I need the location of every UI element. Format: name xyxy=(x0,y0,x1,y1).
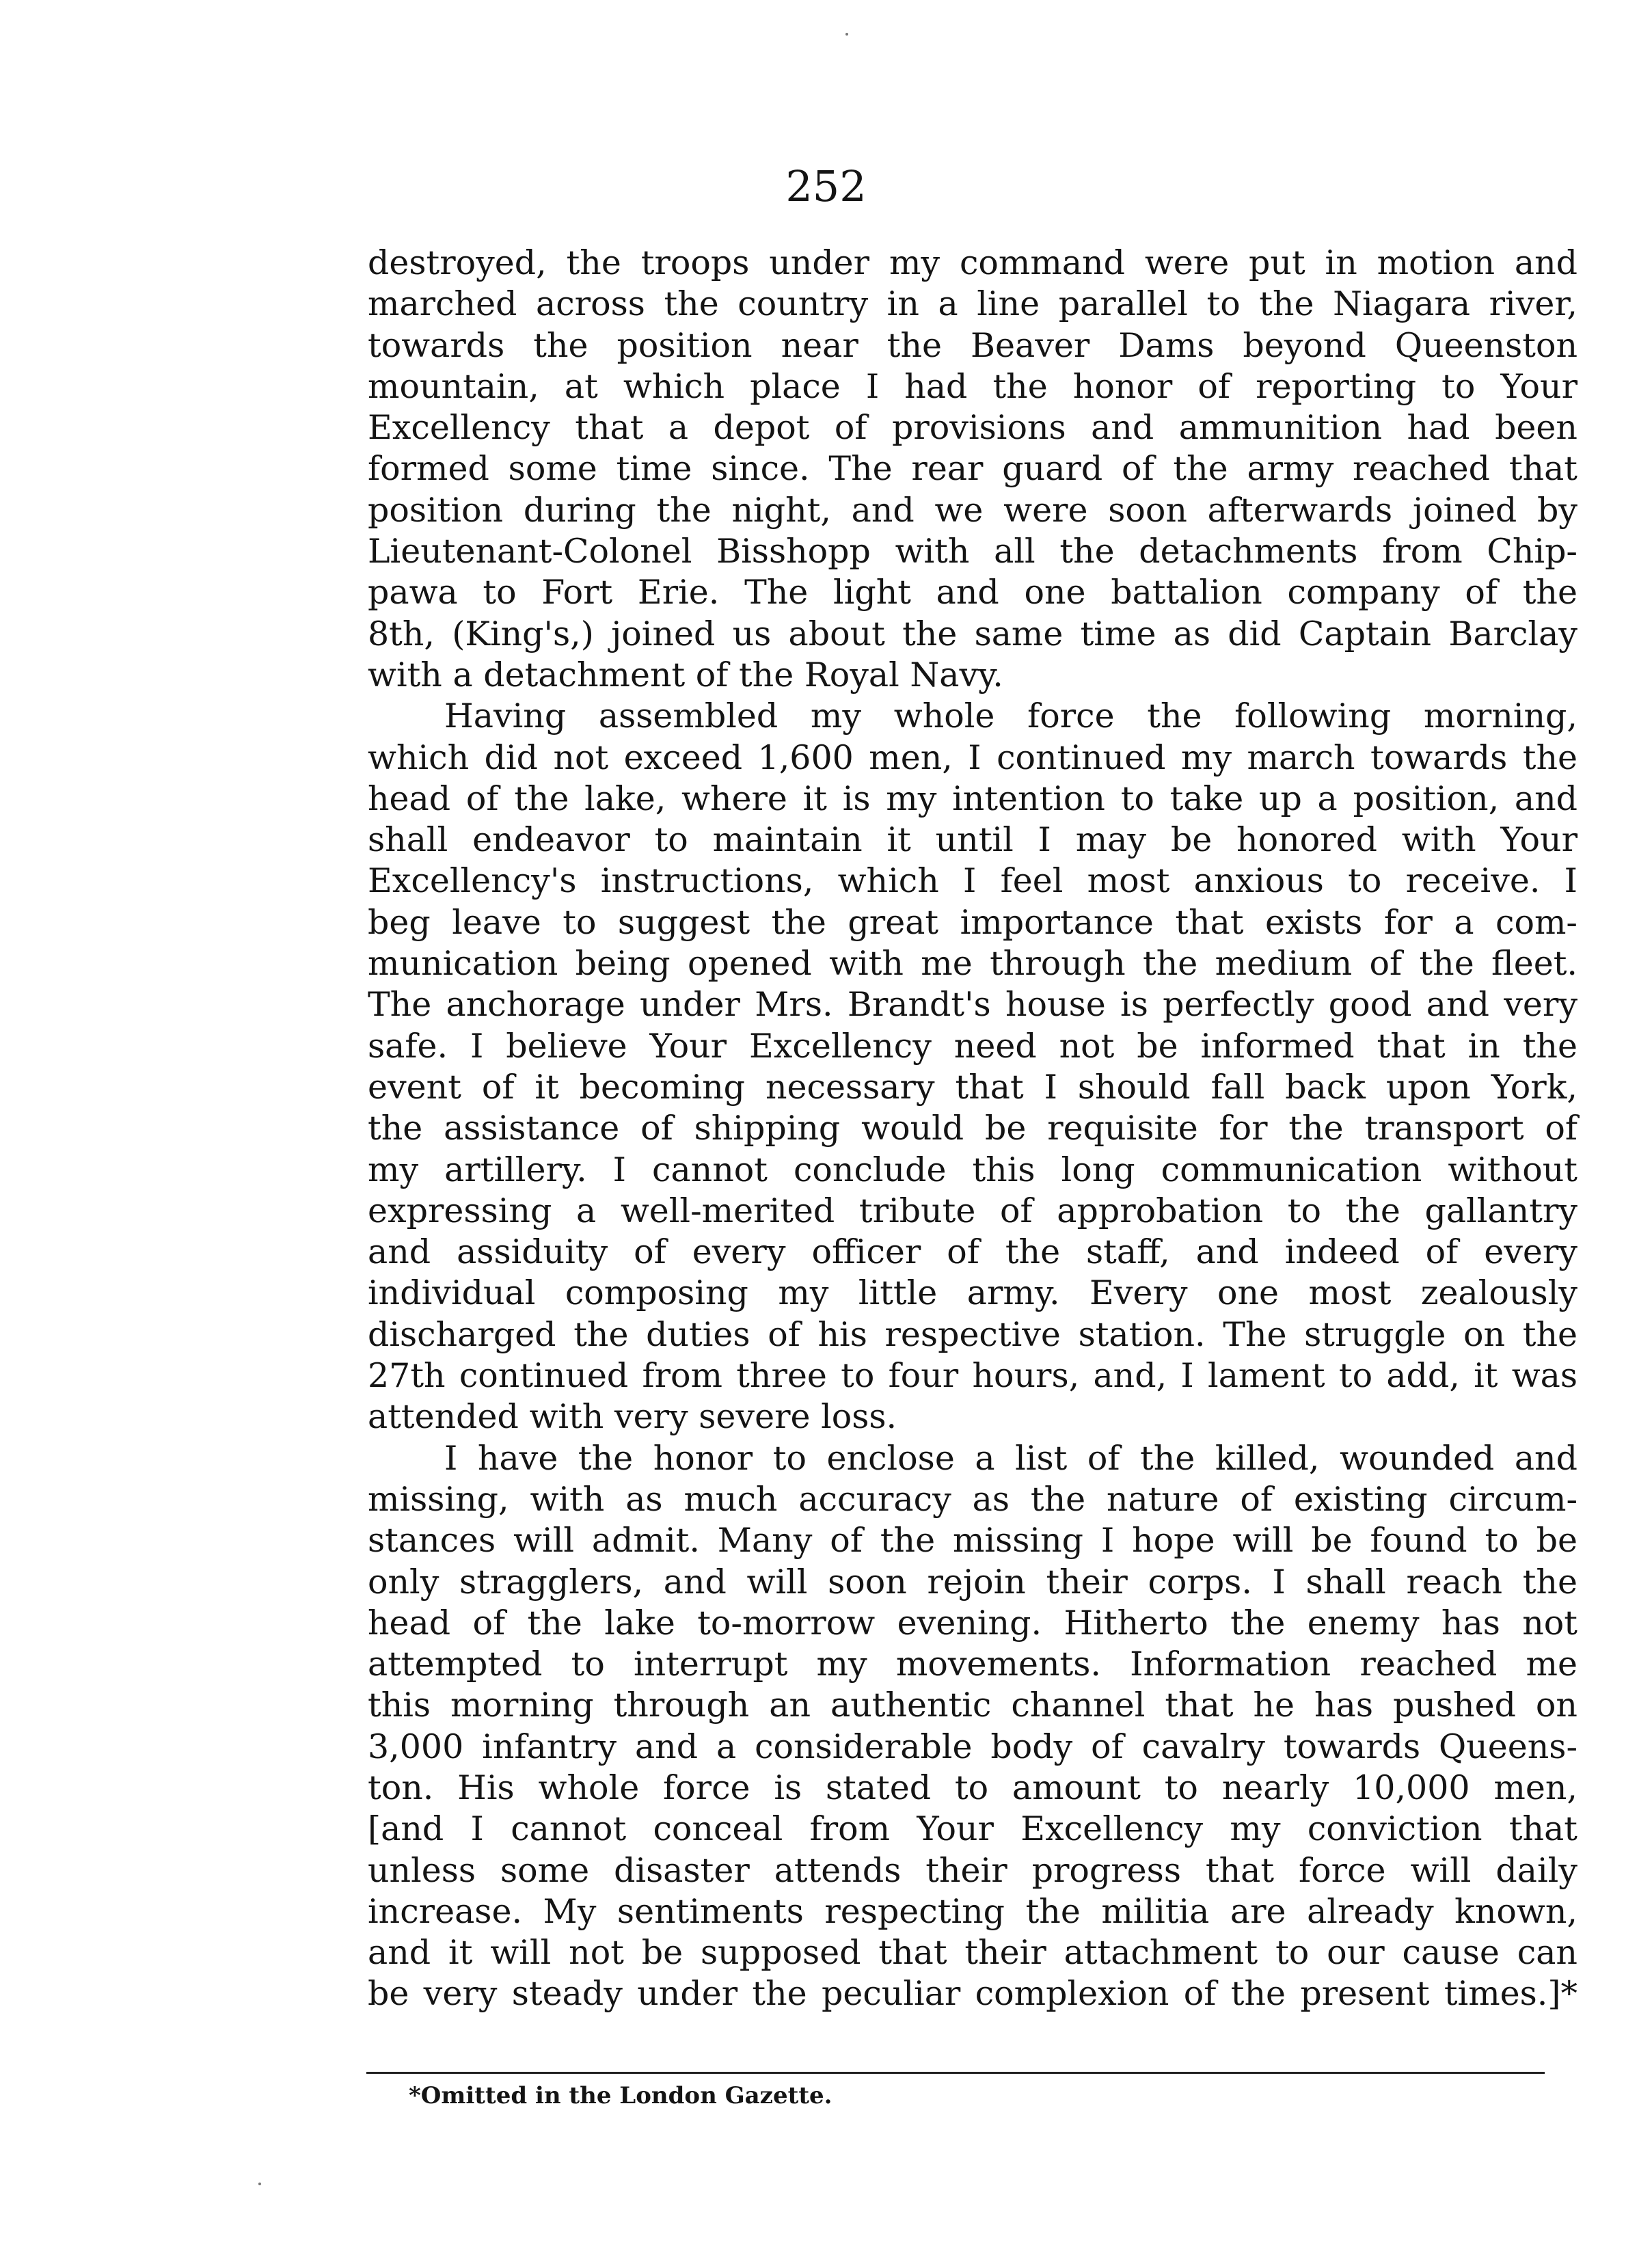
text-line: Excellency's instructions, which I feel most anxious to receive. I xyxy=(368,861,1577,901)
text-line: individual composing my little army. Every one most zealously xyxy=(368,1273,1577,1313)
text-line: which did not exceed 1,600 men, I continued my march towards the xyxy=(368,738,1577,777)
text-line: I have the honor to enclose a list of the killed, wounded and xyxy=(444,1438,1577,1478)
page-number: 252 xyxy=(785,161,867,211)
text-line: safe. I believe Your Excellency need not be informed that in the xyxy=(368,1026,1577,1066)
text-line: Lieutenant-Colonel Bisshopp with all the detachments from Chip- xyxy=(368,532,1577,571)
text-line: with a detachment of the Royal Navy. xyxy=(368,655,1003,694)
text-line: 8th, (King's,) joined us about the same time as did Captain Barclay xyxy=(368,614,1577,653)
text-line: 27th continued from three to four hours, and, I lament to add, it was xyxy=(368,1356,1577,1396)
text-line: pawa to Fort Erie. The light and one battalion company of the xyxy=(368,573,1577,612)
footnote-rule xyxy=(366,2072,1545,2074)
text-line: event of it becoming necessary that I should fall back upon York, xyxy=(368,1067,1577,1107)
text-line: and assiduity of every officer of the staff, and indeed of every xyxy=(368,1232,1577,1272)
text-line: be very steady under the peculiar complexion of the present times.]* xyxy=(368,1974,1577,2014)
text-line: and it will not be supposed that their attachment to our cause can xyxy=(368,1933,1577,1973)
text-line: destroyed, the troops under my command were put in motion and xyxy=(368,243,1577,282)
paragraph xyxy=(368,696,1577,1437)
text-line: The anchorage under Mrs. Brandt's house is perfectly good and very xyxy=(368,985,1577,1025)
text-line: towards the position near the Beaver Dams beyond Queenston xyxy=(368,325,1577,365)
text-line: position during the night, and we were soon afterwards joined by xyxy=(368,490,1577,530)
text-line: shall endeavor to maintain it until I may be honored with Your xyxy=(368,820,1577,860)
text-line: [and I cannot conceal from Your Excellency my conviction that xyxy=(368,1809,1577,1849)
text-line: the assistance of shipping would be requisite for the transport of xyxy=(368,1109,1577,1148)
text-line: Excellency that a depot of provisions and ammunition had been xyxy=(368,408,1577,448)
text-line: unless some disaster attends their progress that force will daily xyxy=(368,1850,1577,1890)
text-line: my artillery. I cannot conclude this long communication without xyxy=(368,1150,1577,1189)
scan-speck-left xyxy=(258,2183,261,2185)
text-line: missing, with as much accuracy as the nature of existing circum- xyxy=(368,1479,1577,1519)
text-line: beg leave to suggest the great importance that exists for a com- xyxy=(368,902,1577,942)
text-line: marched across the country in a line parallel to the Niagara river, xyxy=(368,284,1577,324)
scan-speck-top xyxy=(845,33,848,36)
text-line: discharged the duties of his respective station. The struggle on the xyxy=(368,1314,1577,1354)
text-line: ton. His whole force is stated to amount to nearly 10,000 men, xyxy=(368,1768,1577,1807)
text-line: this morning through an authentic channel that he has pushed on xyxy=(368,1686,1577,1725)
text-line: formed some time since. The rear guard of the army reached that xyxy=(368,449,1577,489)
text-line: head of the lake, where it is my intention to take up a position, and xyxy=(368,779,1577,818)
text-line: attempted to interrupt my movements. Information reached me xyxy=(368,1645,1577,1684)
footnote: *Omitted in the London Gazette. xyxy=(409,2082,832,2109)
paragraph xyxy=(368,1438,1577,2015)
text-line: head of the lake to-morrow evening. Hitherto the enemy has not xyxy=(368,1603,1577,1643)
text-line: stances will admit. Many of the missing I hope will be found to be xyxy=(368,1521,1577,1561)
text-line: increase. My sentiments respecting the militia are already known, xyxy=(368,1891,1577,1931)
text-line: only stragglers, and will soon rejoin their corps. I shall reach the xyxy=(368,1562,1577,1602)
text-line: mountain, at which place I had the honor of reporting to Your xyxy=(368,366,1577,406)
text-line: Having assembled my whole force the following morning, xyxy=(444,697,1577,736)
body-text xyxy=(368,243,1577,2015)
paragraph xyxy=(368,243,1577,696)
text-line: munication being opened with me through the medium of the fleet. xyxy=(368,944,1577,984)
text-line: 3,000 infantry and a considerable body of cavalry towards Queens- xyxy=(368,1727,1577,1766)
text-line: expressing a well-merited tribute of approbation to the gallantry xyxy=(368,1191,1577,1230)
text-line: attended with very severe loss. xyxy=(368,1397,897,1437)
